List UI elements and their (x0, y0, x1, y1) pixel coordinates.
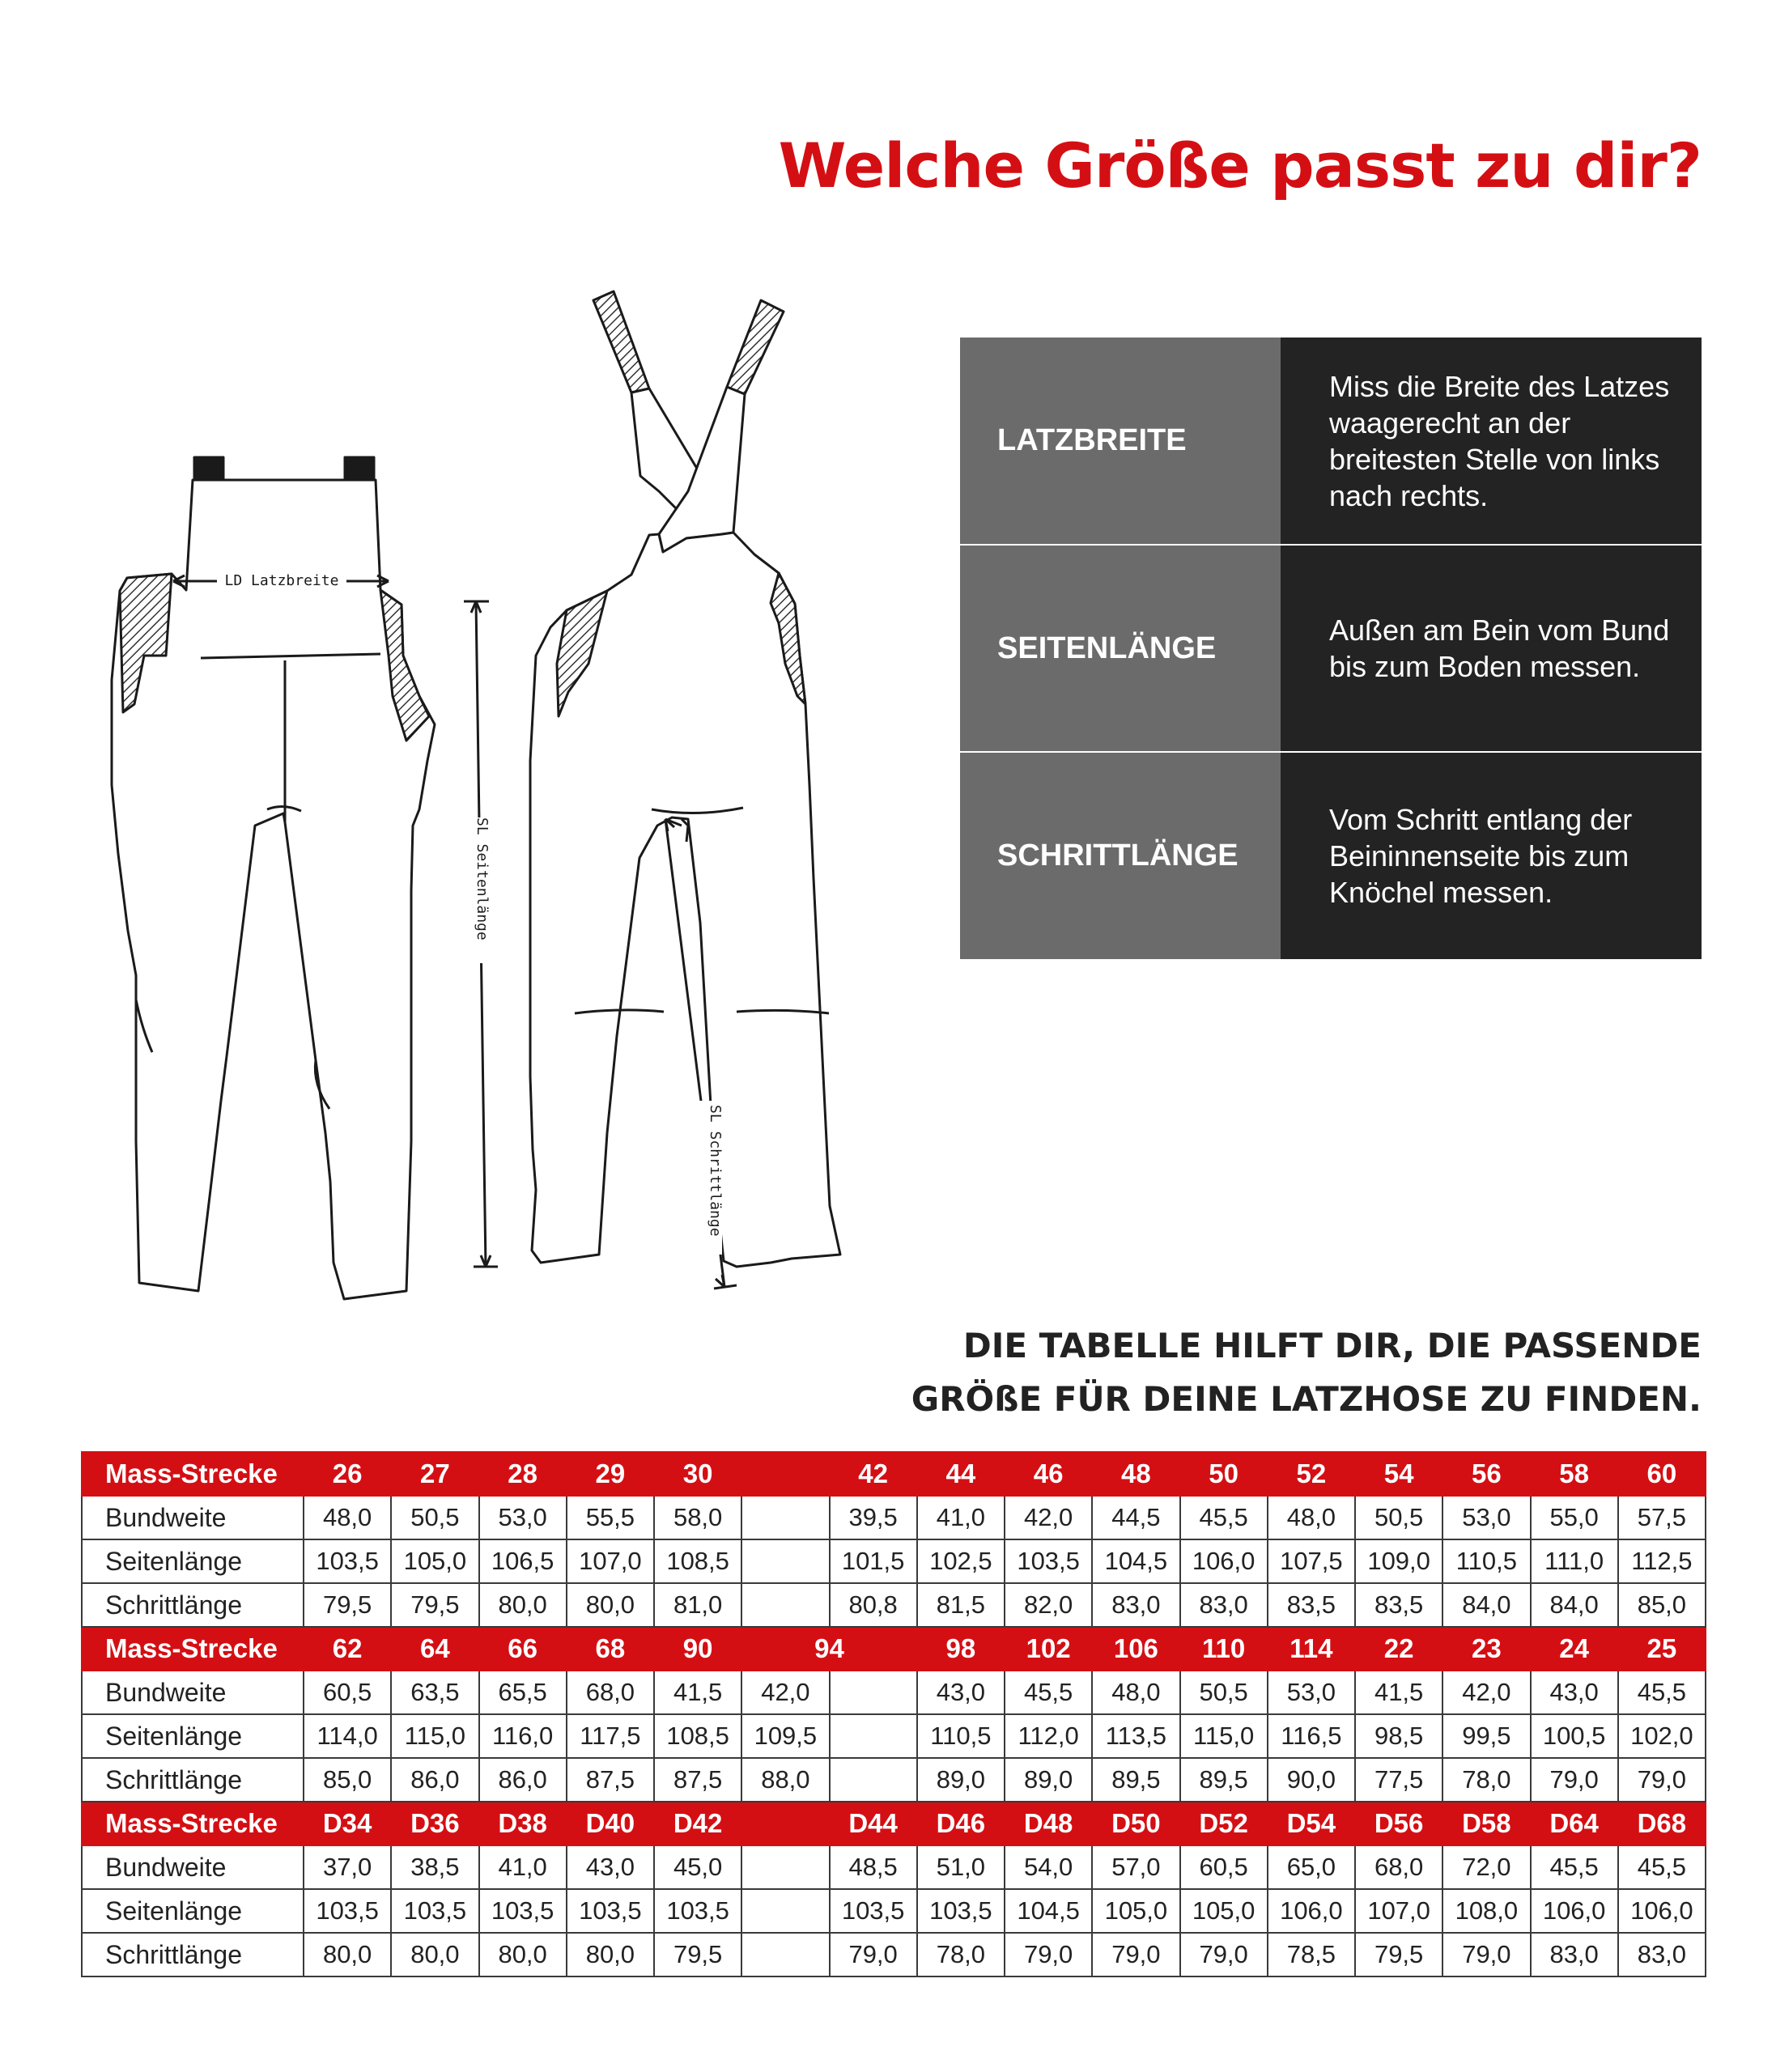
value-cell: 48,0 (304, 1496, 391, 1539)
value-cell: 104,5 (1092, 1539, 1179, 1583)
value-cell: 80,0 (567, 1583, 654, 1627)
size-table (81, 1451, 1706, 1977)
value-cell: 112,0 (1005, 1714, 1092, 1758)
value-cell: 80,0 (479, 1933, 567, 1976)
value-cell (830, 1714, 917, 1758)
table-row (82, 1496, 1706, 1539)
value-cell: 82,0 (1005, 1583, 1092, 1627)
value-cell: 45,5 (1531, 1845, 1618, 1889)
overall-diagram (73, 275, 915, 1303)
value-cell: 78,0 (917, 1933, 1005, 1976)
size-cell: D52 (1180, 1802, 1268, 1845)
size-cell: 29 (567, 1452, 654, 1496)
size-header-row (82, 1627, 1706, 1671)
size-cell: 23 (1442, 1627, 1530, 1671)
value-cell: 85,0 (304, 1758, 391, 1802)
table-row (82, 1539, 1706, 1583)
value-cell: 103,5 (654, 1889, 741, 1933)
size-cell: D42 (654, 1802, 741, 1845)
value-cell: 90,0 (1268, 1758, 1355, 1802)
value-cell: 79,0 (1092, 1933, 1179, 1976)
size-cell: D34 (304, 1802, 391, 1845)
value-cell: 103,5 (391, 1889, 478, 1933)
value-cell: 78,0 (1442, 1758, 1530, 1802)
size-cell: 58 (1531, 1452, 1618, 1496)
value-cell: 113,5 (1092, 1714, 1179, 1758)
value-cell: 84,0 (1531, 1583, 1618, 1627)
size-cell: 54 (1355, 1452, 1442, 1496)
value-cell: 106,0 (1268, 1889, 1355, 1933)
value-cell: 103,5 (304, 1889, 391, 1933)
size-cell: 106 (1092, 1627, 1179, 1671)
guide-description: Außen am Bein vom Bund bis zum Boden messen. (1281, 545, 1702, 752)
value-cell: 107,0 (567, 1539, 654, 1583)
value-cell: 102,0 (1618, 1714, 1706, 1758)
value-cell: 43,0 (917, 1671, 1005, 1714)
size-cell: 25 (1618, 1627, 1706, 1671)
size-cell: 98 (917, 1627, 1005, 1671)
value-cell: 89,5 (1092, 1758, 1179, 1802)
value-cell: 54,0 (1005, 1845, 1092, 1889)
value-cell: 106,0 (1180, 1539, 1268, 1583)
size-cell: 24 (1531, 1627, 1618, 1671)
value-cell: 43,0 (1531, 1671, 1618, 1714)
size-cell: 90 (654, 1627, 741, 1671)
value-cell: 100,5 (1531, 1714, 1618, 1758)
value-cell: 80,0 (479, 1583, 567, 1627)
value-cell (741, 1539, 829, 1583)
value-cell: 106,5 (479, 1539, 567, 1583)
value-cell: 80,0 (304, 1933, 391, 1976)
guide-term: SCHRITTLÄNGE (960, 752, 1281, 959)
value-cell (741, 1845, 829, 1889)
value-cell: 103,5 (479, 1889, 567, 1933)
value-cell (741, 1889, 829, 1933)
value-cell: 60,5 (1180, 1845, 1268, 1889)
value-cell: 45,5 (1618, 1845, 1706, 1889)
value-cell: 109,0 (1355, 1539, 1442, 1583)
value-cell: 50,5 (1355, 1496, 1442, 1539)
seitenlaenge-label: SL Seitenlänge (474, 817, 491, 940)
measurement-guide (960, 338, 1702, 959)
table-row (82, 1889, 1706, 1933)
value-cell: 78,5 (1268, 1933, 1355, 1976)
value-cell: 45,5 (1005, 1671, 1092, 1714)
value-cell: 116,0 (479, 1714, 567, 1758)
value-cell: 104,5 (1005, 1889, 1092, 1933)
size-cell: 66 (479, 1627, 567, 1671)
value-cell: 79,5 (391, 1583, 478, 1627)
value-cell: 43,0 (567, 1845, 654, 1889)
row-label: Seitenlänge (82, 1889, 304, 1933)
size-cell: 62 (304, 1627, 391, 1671)
guide-description: Vom Schritt entlang der Beininnenseite bis zum Knöchel messen. (1281, 752, 1702, 959)
value-cell: 83,0 (1531, 1933, 1618, 1976)
value-cell: 103,5 (567, 1889, 654, 1933)
value-cell: 83,0 (1618, 1933, 1706, 1976)
value-cell (830, 1671, 917, 1714)
guide-row-latzbreite (960, 338, 1702, 545)
size-header-row (82, 1452, 1706, 1496)
table-row (82, 1845, 1706, 1889)
value-cell: 87,5 (567, 1758, 654, 1802)
value-cell: 79,0 (1005, 1933, 1092, 1976)
value-cell: 117,5 (567, 1714, 654, 1758)
value-cell: 65,0 (1268, 1845, 1355, 1889)
row-label: Seitenlänge (82, 1714, 304, 1758)
table-intro (911, 1319, 1702, 1426)
value-cell: 80,0 (567, 1933, 654, 1976)
guide-row-schrittlaenge (960, 752, 1702, 959)
value-cell: 88,0 (741, 1758, 829, 1802)
value-cell: 108,5 (654, 1539, 741, 1583)
size-cell: D36 (391, 1802, 478, 1845)
value-cell: 105,0 (391, 1539, 478, 1583)
value-cell: 89,5 (1180, 1758, 1268, 1802)
value-cell: 77,5 (1355, 1758, 1442, 1802)
value-cell: 115,0 (391, 1714, 478, 1758)
value-cell: 68,0 (567, 1671, 654, 1714)
page-title: Welche Größe passt zu dir? (778, 130, 1702, 202)
header-label: Mass-Strecke (82, 1627, 304, 1671)
size-cell: 114 (1268, 1627, 1355, 1671)
value-cell: 79,5 (654, 1933, 741, 1976)
value-cell: 63,5 (391, 1671, 478, 1714)
value-cell: 89,0 (1005, 1758, 1092, 1802)
size-cell: 94 (741, 1627, 917, 1671)
value-cell: 42,0 (1442, 1671, 1530, 1714)
value-cell: 79,0 (1531, 1758, 1618, 1802)
schrittlaenge-label: SL Schrittlänge (707, 1105, 724, 1237)
value-cell: 41,5 (1355, 1671, 1442, 1714)
back-view-drawing (530, 291, 840, 1289)
size-cell: 68 (567, 1627, 654, 1671)
value-cell: 83,5 (1268, 1583, 1355, 1627)
value-cell: 112,5 (1618, 1539, 1706, 1583)
value-cell: 48,0 (1092, 1671, 1179, 1714)
size-cell (741, 1452, 829, 1496)
value-cell: 108,5 (654, 1714, 741, 1758)
size-cell: D46 (917, 1802, 1005, 1845)
value-cell: 87,5 (654, 1758, 741, 1802)
value-cell: 42,0 (741, 1671, 829, 1714)
value-cell: 41,5 (654, 1671, 741, 1714)
value-cell: 79,0 (1180, 1933, 1268, 1976)
size-cell: D38 (479, 1802, 567, 1845)
value-cell: 110,5 (917, 1714, 1005, 1758)
table-row (82, 1933, 1706, 1976)
header-label: Mass-Strecke (82, 1802, 304, 1845)
value-cell: 105,0 (1092, 1889, 1179, 1933)
value-cell: 106,0 (1531, 1889, 1618, 1933)
row-label: Bundweite (82, 1845, 304, 1889)
value-cell: 79,5 (1355, 1933, 1442, 1976)
row-label: Seitenlänge (82, 1539, 304, 1583)
size-cell: D64 (1531, 1802, 1618, 1845)
value-cell: 41,0 (479, 1845, 567, 1889)
value-cell: 103,5 (304, 1539, 391, 1583)
value-cell: 84,0 (1442, 1583, 1530, 1627)
value-cell: 50,5 (391, 1496, 478, 1539)
value-cell: 98,5 (1355, 1714, 1442, 1758)
value-cell: 50,5 (1180, 1671, 1268, 1714)
value-cell: 60,5 (304, 1671, 391, 1714)
value-cell: 45,0 (654, 1845, 741, 1889)
table-intro-line2: GRÖßE FÜR DEINE LATZHOSE ZU FINDEN. (911, 1379, 1702, 1419)
value-cell: 80,0 (391, 1933, 478, 1976)
size-cell: 27 (391, 1452, 478, 1496)
size-cell: 110 (1180, 1627, 1268, 1671)
value-cell: 108,0 (1442, 1889, 1530, 1933)
value-cell: 102,5 (917, 1539, 1005, 1583)
value-cell: 109,5 (741, 1714, 829, 1758)
value-cell: 38,5 (391, 1845, 478, 1889)
value-cell: 105,0 (1180, 1889, 1268, 1933)
size-cell: 60 (1618, 1452, 1706, 1496)
size-cell: 28 (479, 1452, 567, 1496)
size-cell: 64 (391, 1627, 478, 1671)
value-cell: 57,5 (1618, 1496, 1706, 1539)
value-cell: 45,5 (1180, 1496, 1268, 1539)
value-cell: 111,0 (1531, 1539, 1618, 1583)
value-cell: 72,0 (1442, 1845, 1530, 1889)
value-cell: 103,5 (830, 1889, 917, 1933)
size-cell: D48 (1005, 1802, 1092, 1845)
size-cell: 30 (654, 1452, 741, 1496)
size-cell (741, 1802, 829, 1845)
value-cell: 101,5 (830, 1539, 917, 1583)
value-cell: 85,0 (1618, 1583, 1706, 1627)
value-cell: 103,5 (917, 1889, 1005, 1933)
value-cell: 53,0 (479, 1496, 567, 1539)
value-cell: 48,0 (1268, 1496, 1355, 1539)
size-cell: 52 (1268, 1452, 1355, 1496)
size-cell: 102 (1005, 1627, 1092, 1671)
size-cell: D40 (567, 1802, 654, 1845)
guide-description: Miss die Breite des Latzes waagerecht an der breitesten Stelle von links nach rechts. (1281, 338, 1702, 545)
size-cell: D50 (1092, 1802, 1179, 1845)
value-cell: 57,0 (1092, 1845, 1179, 1889)
value-cell: 39,5 (830, 1496, 917, 1539)
value-cell: 51,0 (917, 1845, 1005, 1889)
row-label: Bundweite (82, 1671, 304, 1714)
size-cell: 22 (1355, 1627, 1442, 1671)
value-cell: 37,0 (304, 1845, 391, 1889)
value-cell: 58,0 (654, 1496, 741, 1539)
value-cell (741, 1933, 829, 1976)
value-cell: 114,0 (304, 1714, 391, 1758)
row-label: Schrittlänge (82, 1933, 304, 1976)
value-cell: 115,0 (1180, 1714, 1268, 1758)
value-cell: 110,5 (1442, 1539, 1530, 1583)
value-cell: 65,5 (479, 1671, 567, 1714)
size-cell: 50 (1180, 1452, 1268, 1496)
value-cell: 83,0 (1180, 1583, 1268, 1627)
header-label: Mass-Strecke (82, 1452, 304, 1496)
value-cell: 55,0 (1531, 1496, 1618, 1539)
guide-term: LATZBREITE (960, 338, 1281, 545)
value-cell (830, 1758, 917, 1802)
value-cell: 89,0 (917, 1758, 1005, 1802)
latzbreite-label: LD Latzbreite (224, 572, 339, 589)
guide-term: SEITENLÄNGE (960, 545, 1281, 752)
size-cell: 56 (1442, 1452, 1530, 1496)
value-cell: 83,5 (1355, 1583, 1442, 1627)
size-cell: 46 (1005, 1452, 1092, 1496)
value-cell: 106,0 (1618, 1889, 1706, 1933)
value-cell: 48,5 (830, 1845, 917, 1889)
value-cell (741, 1496, 829, 1539)
table-row (82, 1583, 1706, 1627)
value-cell: 83,0 (1092, 1583, 1179, 1627)
value-cell: 116,5 (1268, 1714, 1355, 1758)
size-cell: D68 (1618, 1802, 1706, 1845)
size-cell: D58 (1442, 1802, 1530, 1845)
value-cell: 45,5 (1618, 1671, 1706, 1714)
value-cell: 41,0 (917, 1496, 1005, 1539)
size-header-row (82, 1802, 1706, 1845)
size-cell: 44 (917, 1452, 1005, 1496)
value-cell: 107,0 (1355, 1889, 1442, 1933)
table-intro-line1: DIE TABELLE HILFT DIR, DIE PASSENDE (962, 1326, 1702, 1365)
row-label: Bundweite (82, 1496, 304, 1539)
value-cell: 81,5 (917, 1583, 1005, 1627)
value-cell: 55,5 (567, 1496, 654, 1539)
table-row (82, 1714, 1706, 1758)
value-cell: 81,0 (654, 1583, 741, 1627)
value-cell: 53,0 (1442, 1496, 1530, 1539)
size-cell: D44 (830, 1802, 917, 1845)
value-cell: 103,5 (1005, 1539, 1092, 1583)
value-cell: 79,0 (1618, 1758, 1706, 1802)
size-cell: 48 (1092, 1452, 1179, 1496)
size-cell: D54 (1268, 1802, 1355, 1845)
value-cell: 53,0 (1268, 1671, 1355, 1714)
value-cell: 42,0 (1005, 1496, 1092, 1539)
table-row (82, 1671, 1706, 1714)
size-cell: 42 (830, 1452, 917, 1496)
row-label: Schrittlänge (82, 1758, 304, 1802)
value-cell: 44,5 (1092, 1496, 1179, 1539)
value-cell: 86,0 (479, 1758, 567, 1802)
guide-row-seitenlaenge (960, 545, 1702, 752)
size-cell: 26 (304, 1452, 391, 1496)
row-label: Schrittlänge (82, 1583, 304, 1627)
table-row (82, 1758, 1706, 1802)
value-cell: 80,8 (830, 1583, 917, 1627)
value-cell: 79,5 (304, 1583, 391, 1627)
value-cell (741, 1583, 829, 1627)
value-cell: 86,0 (391, 1758, 478, 1802)
value-cell: 99,5 (1442, 1714, 1530, 1758)
value-cell: 68,0 (1355, 1845, 1442, 1889)
value-cell: 79,0 (1442, 1933, 1530, 1976)
value-cell: 107,5 (1268, 1539, 1355, 1583)
value-cell: 79,0 (830, 1933, 917, 1976)
size-cell: D56 (1355, 1802, 1442, 1845)
